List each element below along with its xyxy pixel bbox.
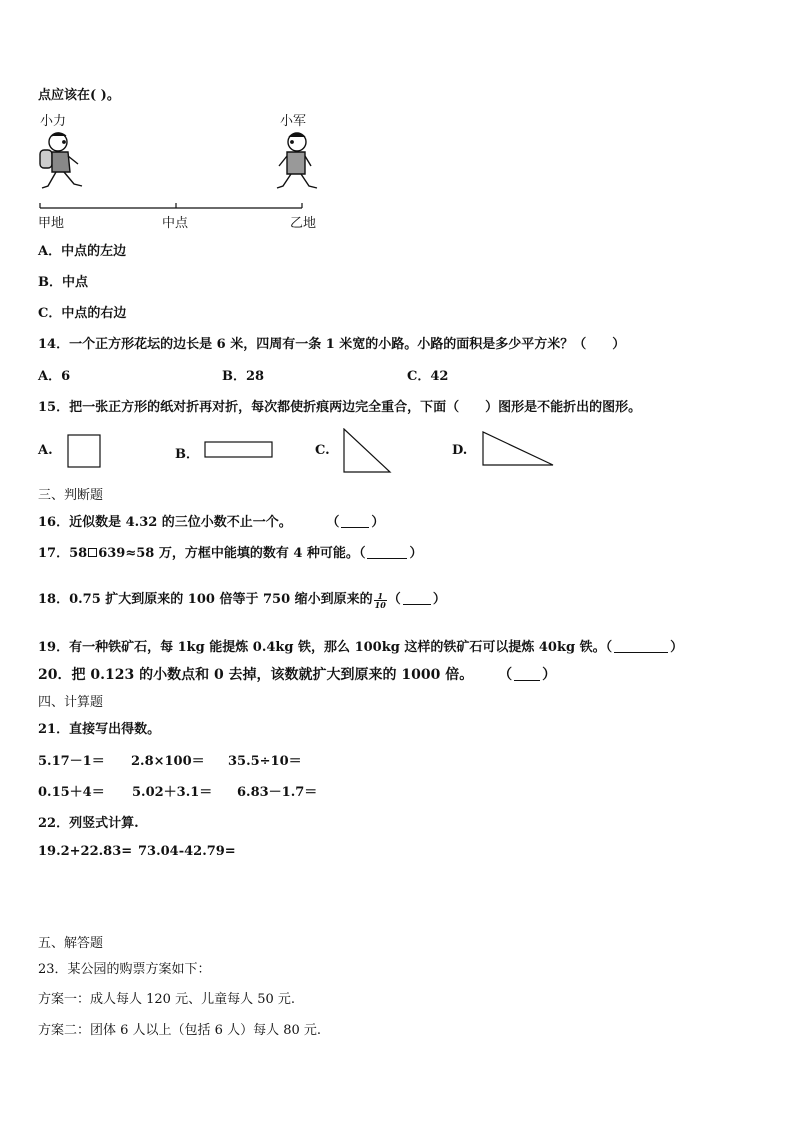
q19-paren-close: ） bbox=[670, 640, 684, 655]
question-14: 14．一个正方形花坛的边长是 6 米，四周有一条 1 米宽的小路。小路的面积是多少平方米？（ ） bbox=[38, 337, 626, 352]
q16-answer-blank[interactable] bbox=[341, 515, 369, 528]
section-4-title: 四、计算题 bbox=[38, 695, 104, 710]
question-17 bbox=[38, 542, 422, 561]
person-right-label: 小军 bbox=[280, 114, 307, 129]
fraction-one-tenth: $\frac{1}{10}$ bbox=[374, 591, 386, 610]
question-15: 15．把一张正方形的纸对折再对折，每次都使折痕两边完全重合，下面（ ）图形是不能折出的图形。 bbox=[38, 400, 642, 415]
right-triangle-shape bbox=[481, 431, 555, 467]
q15-option-d: D. bbox=[452, 443, 468, 458]
square-shape bbox=[67, 434, 101, 468]
q15-option-c: C. bbox=[315, 443, 330, 458]
q19-answer-blank[interactable] bbox=[614, 640, 668, 653]
q18-paren-close: ） bbox=[432, 592, 446, 607]
q21-item-2: 2.8×100＝ bbox=[131, 754, 205, 769]
isosceles-right-triangle-shape bbox=[342, 428, 392, 474]
question-19 bbox=[38, 636, 683, 655]
q18-paren-open: （ bbox=[387, 592, 401, 607]
section-5-title: 五、解答题 bbox=[38, 936, 104, 951]
q16-paren-close: ） bbox=[371, 515, 385, 530]
question-17-post: 639≈58 万，方框中能填的数有 4 种可能。 bbox=[98, 546, 359, 561]
empty-box-icon bbox=[88, 548, 97, 557]
question-19-text: 19．有一种铁矿石，每 1kg 能提炼 0.4kg 铁，那么 100kg 这样的铁矿石可以提炼 40kg 铁。 bbox=[38, 640, 606, 655]
q15-option-a: A. bbox=[38, 443, 53, 458]
walking-boy-right-icon bbox=[277, 133, 317, 188]
q23-plan-2: 方案二：团体 6 人以上（包括 6 人）每人 80 元. bbox=[38, 1023, 322, 1038]
q21-item-4: 0.15＋4＝ bbox=[38, 785, 105, 800]
question-18 bbox=[38, 588, 446, 609]
section-3-title: 三、判断题 bbox=[38, 488, 104, 503]
q21-item-3: 35.5÷10＝ bbox=[228, 754, 302, 769]
question-16-text: 16．近似数是 4.32 的三位小数不止一个。 bbox=[38, 515, 292, 530]
walking-boy-left-icon bbox=[40, 133, 82, 188]
question-20 bbox=[38, 664, 556, 684]
question-13-tail: 点应该在( )。 bbox=[38, 88, 120, 103]
q19-paren-open: （ bbox=[605, 640, 613, 655]
q23-plan-1: 方案一：成人每人 120 元、儿童每人 50 元. bbox=[38, 992, 296, 1007]
q20-paren-close: ） bbox=[542, 667, 557, 683]
q13-option-c: C．中点的右边 bbox=[38, 306, 127, 321]
q16-paren-open: （ bbox=[326, 515, 340, 530]
q15-option-b: B． bbox=[175, 447, 199, 462]
question-16 bbox=[38, 511, 384, 530]
q13-option-b: B．中点 bbox=[38, 275, 88, 290]
question-18-text: 18．0.75 扩大到原来的 100 倍等于 750 缩小到原来的 bbox=[38, 592, 373, 607]
question-23: 23．某公园的购票方案如下： bbox=[38, 962, 211, 977]
question-21: 21．直接写出得数。 bbox=[38, 722, 161, 737]
q17-paren-close: ） bbox=[409, 546, 423, 561]
walking-figure-diagram bbox=[30, 128, 350, 218]
point-a-label: 甲地 bbox=[38, 216, 65, 231]
q21-item-6: 6.83－1.7＝ bbox=[237, 785, 318, 800]
question-17-pre: 17．58 bbox=[38, 546, 88, 561]
q17-answer-blank[interactable] bbox=[367, 546, 407, 559]
q21-item-1: 5.17－1＝ bbox=[38, 754, 105, 769]
q14-option-a: A．6 bbox=[38, 369, 71, 384]
q20-paren-open: （ bbox=[498, 667, 513, 683]
rectangle-shape bbox=[204, 441, 274, 459]
q17-paren-open: （ bbox=[358, 546, 366, 561]
person-left-label: 小力 bbox=[40, 114, 67, 129]
q22-item-1: 19.2+22.83= bbox=[38, 844, 133, 859]
q13-option-a: A．中点的左边 bbox=[38, 244, 127, 259]
q21-item-5: 5.02＋3.1＝ bbox=[132, 785, 213, 800]
question-20-text: 20．把 0.123 的小数点和 0 去掉，该数就扩大到原来的 1000 倍。 bbox=[38, 667, 474, 683]
point-b-label: 乙地 bbox=[290, 216, 317, 231]
point-mid-label: 中点 bbox=[162, 216, 189, 231]
q20-answer-blank[interactable] bbox=[514, 668, 540, 681]
question-22: 22．列竖式计算. bbox=[38, 816, 139, 831]
q22-item-2: 73.04-42.79= bbox=[138, 844, 236, 859]
q14-option-b: B．28 bbox=[222, 369, 265, 384]
q14-option-c: C．42 bbox=[407, 369, 449, 384]
q18-answer-blank[interactable] bbox=[403, 592, 431, 605]
